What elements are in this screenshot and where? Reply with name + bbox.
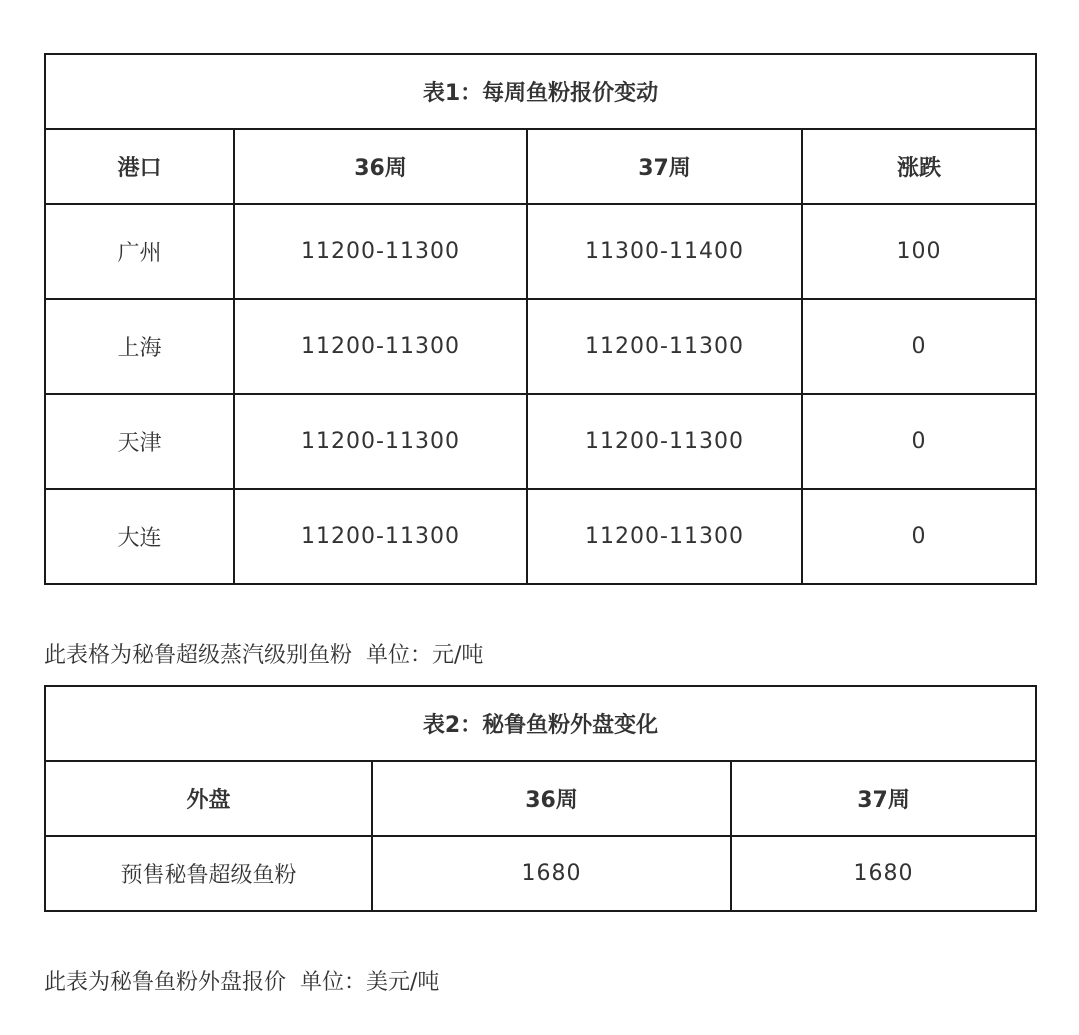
peru-fishmeal-offer-table [44,685,1037,912]
table-row [45,299,1036,394]
column-header-change: 涨跌 [802,129,1036,204]
table-title: 表2：秘鲁鱼粉外盘变化 [45,686,1036,761]
table2-footnote: 此表为秘鲁鱼粉外盘报价 单位：美元/吨 [44,970,440,995]
weekly-fishmeal-price-table [44,53,1037,585]
table-row [45,489,1036,584]
table-row [45,204,1036,299]
product-cell: 预售秘鲁超级鱼粉 [45,836,372,911]
port-cell: 上海 [45,299,234,394]
change-cell: 0 [802,489,1036,584]
column-header-week-37: 37周 [731,761,1036,836]
week-36-price-cell: 11200-11300 [234,489,527,584]
column-header-week-37: 37周 [527,129,802,204]
port-cell: 大连 [45,489,234,584]
change-cell: 0 [802,394,1036,489]
port-cell: 天津 [45,394,234,489]
week-37-price-cell: 11300-11400 [527,204,802,299]
table-row [45,836,1036,911]
column-header-week-36: 36周 [234,129,527,204]
week-37-price-cell: 11200-11300 [527,489,802,584]
port-cell: 广州 [45,204,234,299]
table-title-row [45,686,1036,761]
week-36-price-cell: 1680 [372,836,731,911]
column-header-week-36: 36周 [372,761,731,836]
week-37-price-cell: 1680 [731,836,1036,911]
column-header-port: 港口 [45,129,234,204]
table-row [45,394,1036,489]
table-header-row [45,761,1036,836]
week-37-price-cell: 11200-11300 [527,394,802,489]
week-36-price-cell: 11200-11300 [234,394,527,489]
table-header-row [45,129,1036,204]
table-title: 表1：每周鱼粉报价变动 [45,54,1036,129]
table1-footnote: 此表格为秘鲁超级蒸汽级别鱼粉 单位：元/吨 [44,643,484,668]
change-cell: 0 [802,299,1036,394]
change-cell: 100 [802,204,1036,299]
table-title-row [45,54,1036,129]
column-header-offer: 外盘 [45,761,372,836]
week-36-price-cell: 11200-11300 [234,299,527,394]
week-36-price-cell: 11200-11300 [234,204,527,299]
week-37-price-cell: 11200-11300 [527,299,802,394]
